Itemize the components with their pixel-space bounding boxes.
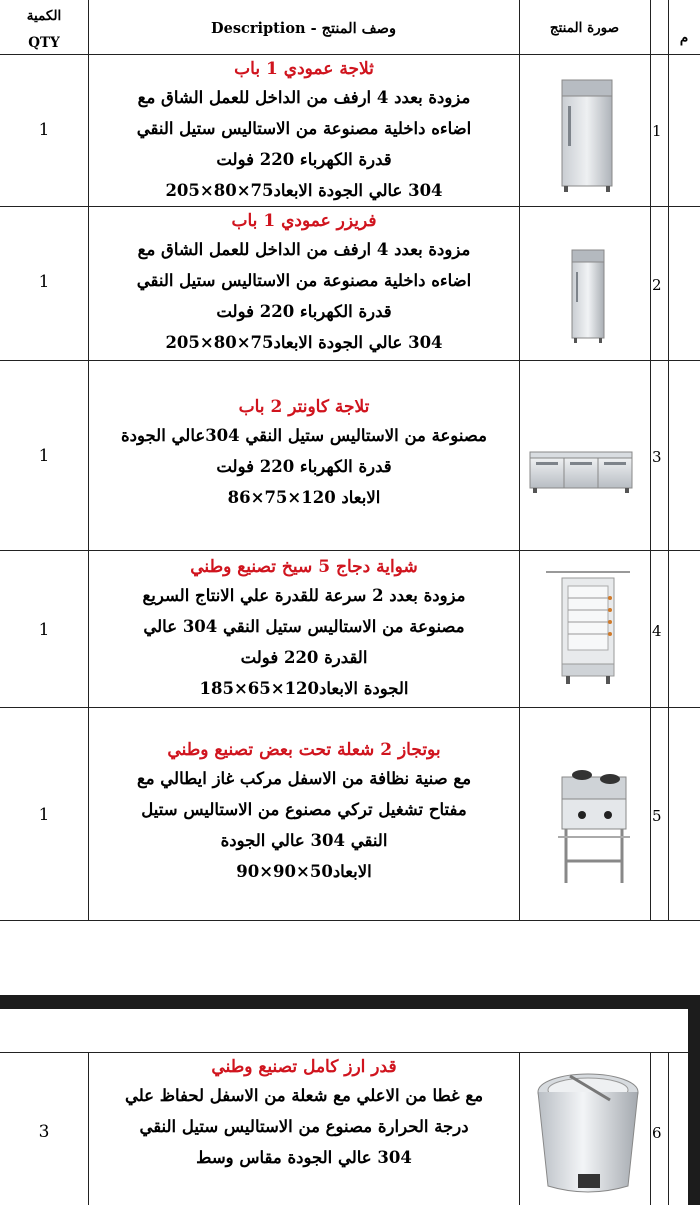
row-number: 2: [652, 276, 662, 294]
product-title: ثلاجة عمودي 1 باب: [234, 59, 374, 79]
description-line: 304 عالي الجودة مقاس وسط: [196, 1148, 412, 1167]
upright-fridge-icon: [556, 76, 618, 194]
description-line: مزودة بعدد 4 ارفف من الداخل للعمل الشاق مع: [137, 240, 471, 259]
description-line: الابعاد 120×75×86: [227, 488, 381, 507]
description-cell: [90, 208, 518, 358]
table-row: [0, 707, 700, 920]
row-number: 1: [652, 122, 662, 140]
row-number: 5: [652, 807, 662, 825]
upright-freezer-icon: [568, 248, 608, 344]
row-number: 3: [652, 448, 662, 466]
description-cell: [90, 737, 518, 887]
description-line: مصنوعة من الاستاليس ستيل النقي 304 عالي: [143, 617, 465, 636]
qty-header-en: QTY: [28, 35, 60, 51]
description-line: قدرة الكهرباء 220 فولت: [216, 150, 392, 169]
chicken-grill-icon: [546, 568, 632, 686]
description-line: قدرة الكهرباء 220 فولت: [216, 302, 392, 321]
image-header: صورة المنتج: [549, 20, 620, 36]
product-title: شواية دجاج 5 سيخ تصنيع وطني: [190, 557, 418, 577]
description-header: Description - وصف المنتج: [211, 20, 396, 37]
description-line: مفتاح تشغيل تركي مصنوع من الاستاليس ستيل: [141, 800, 467, 819]
description-line: 304 عالي الجودة الابعاد75×80×205: [165, 333, 443, 352]
table-row: [0, 1052, 688, 1205]
row-number: 4: [652, 622, 662, 640]
description-line: قدرة الكهرباء 220 فولت: [216, 457, 392, 476]
qty-cell: 1: [38, 446, 50, 466]
description-line: القدرة 220 فولت: [240, 648, 368, 667]
index-header: م: [679, 30, 689, 46]
description-line: اضاءه داخلية مصنوعة من الاستاليس ستيل النقي: [136, 119, 472, 138]
description-line: درجة الحرارة مصنوع من الاستاليس ستيل النقي: [139, 1117, 469, 1136]
description-line: مزودة بعدد 4 ارفف من الداخل للعمل الشاق مع: [137, 88, 471, 107]
table-row: [0, 360, 700, 550]
description-line: مع صنية نظافة من الاسفل مركب غاز ايطالي مع: [136, 769, 472, 788]
gas-stove-icon: [548, 755, 640, 887]
description-line: مزودة بعدد 2 سرعة للقدرة علي الانتاج السريع: [142, 586, 466, 605]
qty-cell: 1: [38, 620, 50, 640]
qty-cell: 1: [38, 120, 50, 140]
description-line: اضاءه داخلية مصنوعة من الاستاليس ستيل النقي: [136, 271, 472, 290]
product-title: بوتجاز 2 شعلة تحت بعض تصنيع وطني: [167, 740, 441, 760]
rice-pot-icon: [530, 1066, 646, 1200]
qty-cell: 3: [38, 1122, 50, 1142]
description-line: الجودة الابعاد120×65×185: [199, 679, 409, 698]
description-line: مع غطا من الاعلي مع شعلة من الاسفل لحفاظ علي: [124, 1086, 484, 1105]
page-separator: [0, 995, 700, 1009]
description-line: الابعاد50×90×90: [236, 862, 372, 881]
description-line: مصنوعة من الاستاليس ستيل النقي 304عالي الجودة: [121, 426, 487, 445]
row-number: 6: [652, 1124, 662, 1142]
product-title: قدر ارز كامل تصنيع وطني: [211, 1057, 397, 1077]
document-page-2: [0, 1009, 688, 1205]
table-row: [0, 54, 700, 206]
qty-cell: 1: [38, 272, 50, 292]
qty-header-ar: الكمية: [26, 8, 62, 24]
description-line: 304 عالي الجودة الابعاد75×80×205: [165, 181, 443, 200]
product-title: فريزر عمودي 1 باب: [231, 211, 377, 231]
table-row: [0, 206, 700, 360]
table-row: [0, 550, 700, 707]
description-cell: [90, 56, 518, 206]
description-line: النقي 304 عالي الجودة: [220, 831, 388, 850]
page-edge: [688, 1009, 700, 1205]
description-cell: [90, 394, 518, 513]
description-cell: [90, 1054, 518, 1173]
counter-fridge-icon: [528, 450, 634, 494]
qty-cell: 1: [38, 805, 50, 825]
product-title: تلاجة كاونتر 2 باب: [238, 397, 370, 417]
grid-line: [0, 920, 700, 921]
description-cell: [90, 554, 518, 704]
